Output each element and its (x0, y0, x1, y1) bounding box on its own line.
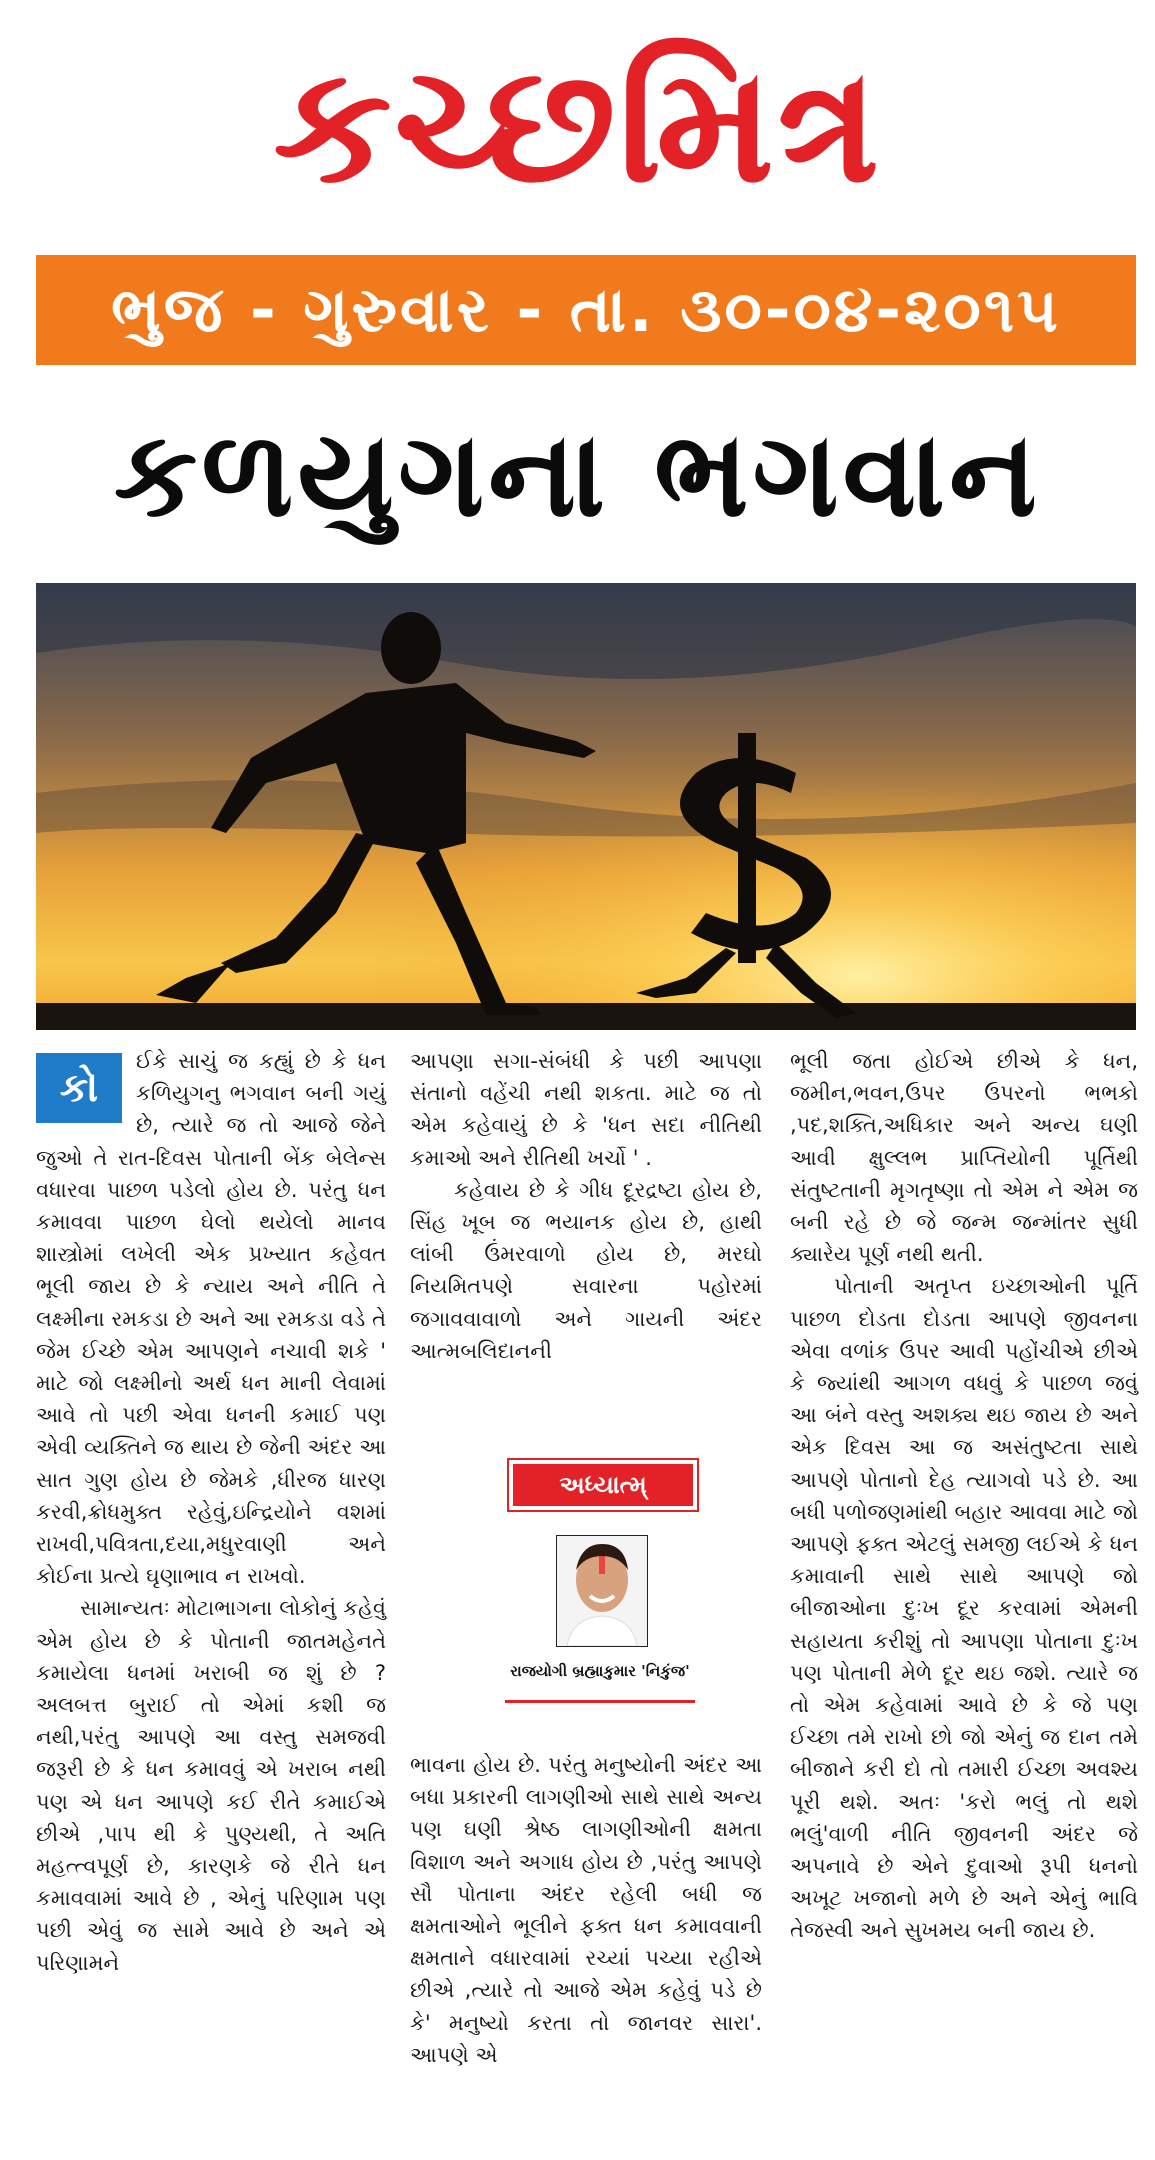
headline-text: કળયુગના ભગવાન (114, 405, 1041, 543)
masthead (0, 0, 1155, 250)
dropcap: કો (36, 1053, 122, 1123)
article-column-2-continued (410, 1749, 762, 2071)
author-portrait (557, 1536, 647, 1646)
section-label-box (507, 1458, 699, 1512)
article-column-2 (410, 1045, 762, 1367)
article-photo (36, 583, 1136, 1030)
dateline-bar (36, 255, 1136, 365)
paragraph: કહેવાય છે કે ગીધ દૂરદ્રષ્ટા હોય છે, સિંહ ખૂબ જ ભયાનક હોય છે, હાથી લાંબી ઉંમરવાળો હોય છે, મરઘો નિયમિતપણે સવારના પહોરમાં જગાવવાવાળો અને ગાયની અંદર આત્મબલિદાનની (410, 1177, 762, 1363)
headline (0, 375, 1155, 575)
paragraph: ભાવના હોય છે. પરંતુ મનુષ્યોની અંદર આ બધા પ્રકારની લાગણીઓ સાથે સાથે અન્ય પણ ઘણી શ્રેષ્ઠ લાગણીઓની ક્ષમતા વિશાળ અને અગાધ હોય છે ,પરંતુ આપણે સૌ પોતાના અંદર રહેલી બધી જ ક્ષમતાઓને ભૂલીને ફક્ત ધન કમાવવાની ક્ષમતાને વધારવામાં રચ્યાં પચ્યા રહીએ છીએ ,ત્યારે તો આજે એમ કહેવું પડે છે કે' મનુષ્યો કરતા તો જાનવર સારા'. આપણે એ (410, 1753, 762, 2067)
article-column-1 (36, 1045, 386, 1979)
paragraph: પોતાની અતૃપ્ત ઇચ્છાઓની પૂર્તિ પાછળ દોડતા દોડતા આપણે જીવનના એવા વળાંક ઉપર આવી પહોંચીએ છીએ કે જ્યાંથી આગળ વધવું કે પાછળ જવું આ બંને વસ્તુ અશક્ય થઇ જાય છે અને એક દિવસ આ જ અસંતુષ્ટતા સાથે આપણે પોતાનો દેહ ત્યાગવો પડે છે. આ બધી પળોજણમાંથી બહાર આવવા માટે જો આપણે ફક્ત એટલું સમજી લઈએ કે ધન કમાવાની સાથે સાથે આપણે જો બીજાઓના દુઃખ દૂર કરવામાં એમની સહાયતા કરીશું તો આપણા પોતાના દુઃખ પણ પોતાની મેળે દૂર થઇ જશે. ત્યારે જ તો એમ કહેવામાં આવે છે કે જે પણ ઈચ્છા તમે રાખો છો જો એનું જ દાન તમે બીજાને કરી દો તો તમારી ઈચ્છા અવશ્ય પૂરી થશે. અતઃ 'કરો ભલું તો થશે ભલું'વાળી નીતિ જીવનની અંદર જે અપનાવે છે એને દુવાઓ રૂપી ધનનો અખૂટ ખજાનો મળે છે અને એનું ભાવિ તેજસ્વી અને સુખમય બની જાય છે. (790, 1274, 1138, 1943)
paragraph: આપણા સગા-સંબંધી કે પછી આપણા સંતાનો વહેંચી નથી શકતા. માટે જ તો એમ કહેવાયું છે કે 'ધન સદા નીતિથી કમાઓ અને રીતિથી ખર્ચો ' . (410, 1049, 762, 1170)
newspaper-logo: કચ્છમિત્ર (273, 31, 882, 219)
article-column-3 (790, 1045, 1138, 1947)
section-label: અધ્યાત્મ્ (513, 1464, 693, 1506)
author-name: રાજયોગી બ્રહ્માકુમાર 'નિકુંજ' (510, 1662, 690, 1680)
author-photo (556, 1535, 648, 1647)
paragraph: ઈકે સાચું જ કહ્યું છે કે ધન કળિયુગનુ ભગવાન બની ગયું છે, ત્યારે જ તો આજે જેને જુઓ તે રાત-દિવસ પોતાની બેંક બેલેન્સ વધારવા પાછળ પડેલો હોય છે. પરંતુ ધન કમાવવા પાછળ ઘેલો થયેલો માનવ શાસ્ત્રોમાં લખેલી એક પ્રખ્યાત કહેવત ભૂલી જાય છે કે ન્યાય અને નીતિ તે લક્ષ્મીના રમકડા છે અને આ રમકડા વડે તે જેમ ઈચ્છે એમ આપણને નચાવી શકે ' માટે જો લક્ષ્મીનો અર્થ ધન માની લેવામાં આવે તો પછી એવા ધનની કમાઈ પણ એવી વ્યક્તિને જ થાય છે જેની અંદર આ સાત ગુણ હોય છે જેમકે ,ધીરજ ધારણ કરવી,ક્રોધમુક્ત રહેવું,ઇન્દ્રિયોને વશમાં રાખવી,પવિત્રતા,દયા,મધુરવાણી અને કોઈના પ્રત્યે ઘૃણાભાવ ન રાખવો. (36, 1049, 386, 1589)
dateline-text: ભુજ - ગુરુવાર - તા. ૩૦-૦૪-૨૦૧૫ (111, 273, 1061, 346)
paragraph: સામાન્યતઃ મોટાભાગના લોકોનું કહેવું એમ હોય છે કે પોતાની જાતમહેનતે કમાયેલા ધનમાં ખરાબી જ શું છે ? અલબત્ત બુરાઈ તો એમાં કશી જ નથી,પરંતુ આપણે આ વસ્તુ સમજવી જરૂરી છે કે ધન કમાવવું એ ખરાબ નથી પણ એ ધન આપણે કઈ રીતે કમાઈએ છીએ ,પાપ થી કે પુણ્યથી, તે અતિ મહત્ત્વપૂર્ણ છે, કારણકે જે રીતે ધન કમાવવામાં આવે છે , એનું પરિણામ પણ પછી એવું જ સામે આવે છે અને એ પરિણામને (36, 1596, 386, 1975)
paragraph: ભૂલી જતા હોઈએ છીએ કે ધન, જમીન,ભવન,ઉપર ઉપરનો ભભકો ,પદ,શક્તિ,અધિકાર અને અન્ય ઘણી આવી ક્ષુલ્લભ પ્રાપ્તિયોની પૂર્તિથી સંતુષ્ટતાની મૃગતૃષ્ણા તો એમ ને એમ જ બની રહે છે જે જન્મ જન્માંતર સુધી ક્યારેય પૂર્ણ નથી થતી. (790, 1049, 1138, 1267)
sunset-chase-illustration (36, 583, 1136, 1030)
author-divider (505, 1700, 695, 1703)
